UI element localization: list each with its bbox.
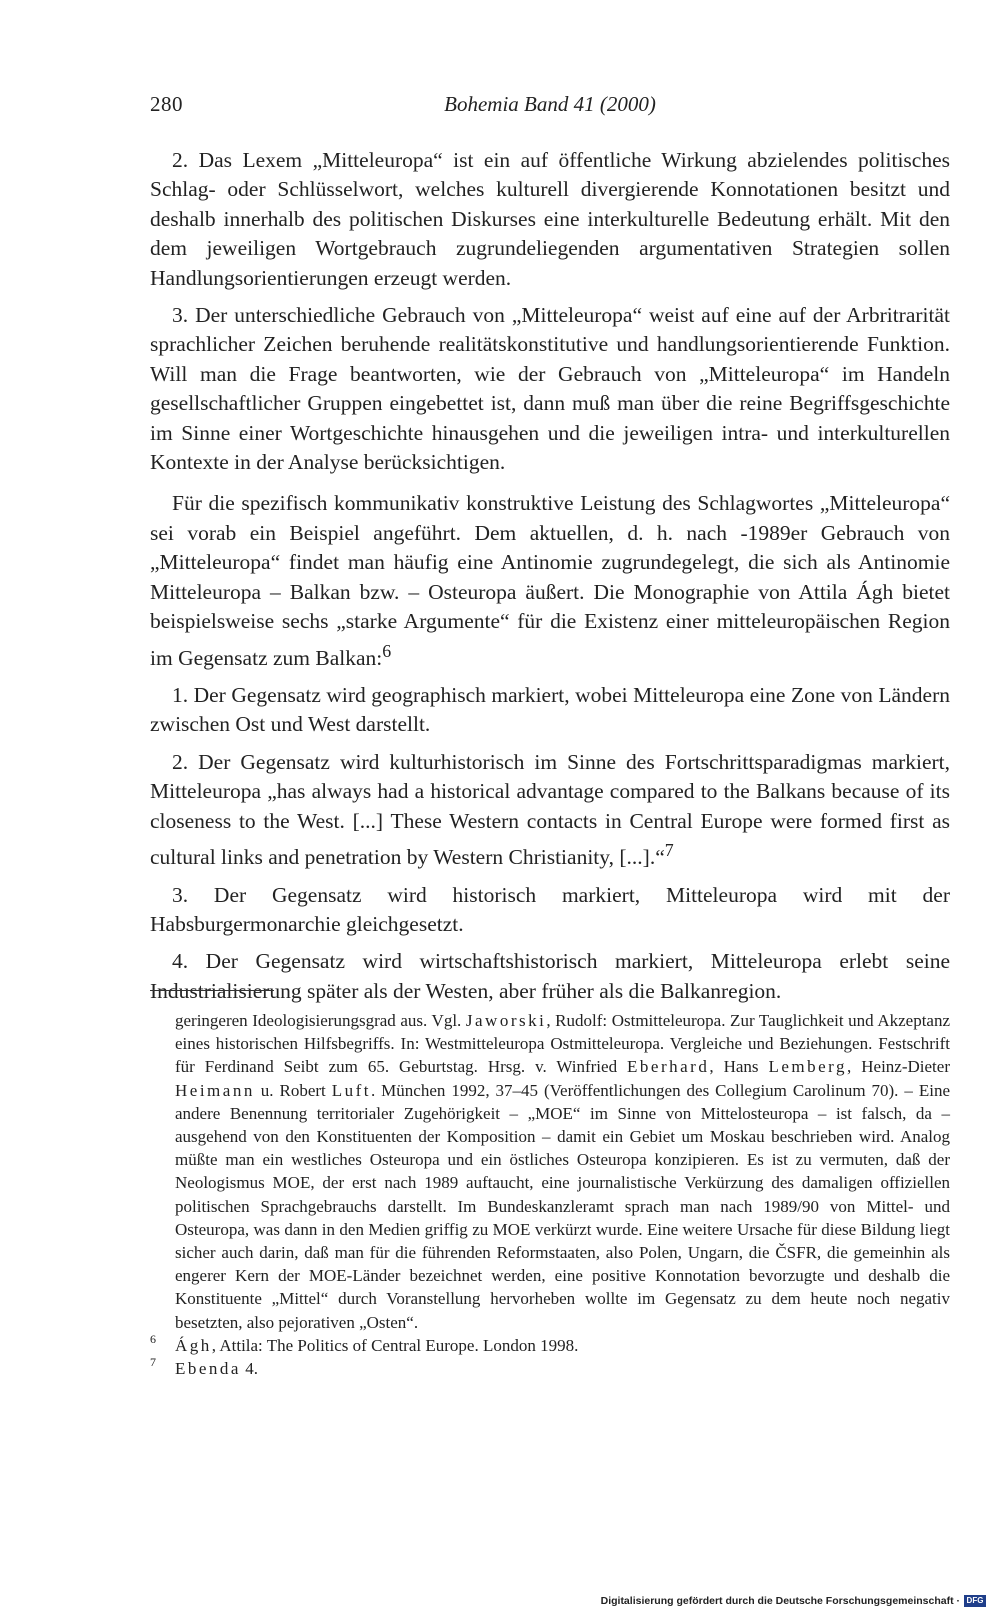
- paragraph: Für die spezifisch kommunikativ konstruktive Leistung des Schlagwortes „Mitteleuropa“ sei vorab ein Beispiel angeführt. Dem aktuellen, d. h. nach -1989er Gebrauch von „Mitteleuropa“ findet man häufig eine Antinomie zugrundegelegt, die sich als Antinomie Mitteleuropa – Balkan bzw. – Osteuropa äußert. Die Monographie von Attila Ágh bietet beispielsweise sechs „starke Argumente“ für die Existenz einer mitteleuropäischen Region im Gegensatz zum Balkan:$^6$: [150, 491, 950, 670]
- author-name: Luft: [331, 1080, 371, 1100]
- author-name: Eberhard: [627, 1057, 710, 1077]
- paragraph: 3. Der unterschiedliche Gebrauch von „Mitteleuropa“ weist auf eine auf der Arbritrarität sprachlicher Zeichen beruhende realitätskonstitutive und handlungsorientierende Funktion. Will man die Frage beantworten, wie der Gebrauch von „Mitteleuropa“ im Handeln gesellschaftlicher Gruppen eingebettet ist, dann muß man über die reine Begriffsgeschichte im Sinne einer Wortgeschichte hinausgehen und die jeweiligen intra- und interkulturellen Kontexte in der Analyse berücksichtigen.: [150, 303, 950, 475]
- footnote-continuation: geringeren Ideologisierungsgrad aus. Vgl. Jaworski, Rudolf: Ostmitteleuropa. Zur Tauglichkeit und Akzeptanz eines historischen Hilfsbegriffs. In: Westmitteleuropa Ostmitteleuropa. Vergleiche und Beziehungen. Festschrift für Ferdinand Seibt zum 65. Geburtstag. Hrsg. v. Winfried Eberhard, Hans Lemberg, Heinz-Dieter Heimann u. Robert Luft. München 1992, 37–45 (Veröffentlichungen des Collegium Carolinum 70). – Eine andere Benennung territorialer Zugehörigkeit – „MOE“ im Sinne von Mittelosteuropa – ist falsch, da – ausgehend von den Konstituenten der Komposition – damit ein Gebiet um Moskau beschrieben wird. Analog müßte man ein westliches Osteuropa und ein östliches Osteuropa konzipieren. Es ist zu vermuten, daß der Neologismus MOE, der erst nach 1989 auftaucht, eine journalistische Verkürzung des damaligen offiziellen politischen Sprachgebrauchs darstellt. Im Bundeskanzleramt sprach man nach 1989/90 von Mittel- und Osteuropa, was dann in den Medien griffig zu MOE verkürzt wurde. Eine weitere Ursache für diese Bildung liegt sicher auch darin, daß man für die führenden Reformstaaten, also Polen, Ungarn, die ČSFR, die gemeinhin als engerer Kern der MOE-Länder bezeichnet werden, eine positive Konnotation bevorzugte und deshalb die Konstituente „Mittel“ durch Voranstellung hervorheben wollte im Gegensatz zu dem heute noch negativ besetzten, also pejorativen „Osten“.: [175, 1011, 951, 1332]
- paragraph: 2. Das Lexem „Mitteleuropa“ ist ein auf öffentliche Wirkung abzielendes politisches Schlag- oder Schlüsselwort, welches kulturell divergierende Konnotationen besitzt und deshalb innerhalb des politischen Diskurses eine interkulturelle Bedeutung erhält. Mit den dem jeweiligen Wortgebrauch zugrundeliegenden argumentativen Strategien sollen Handlungsorientierungen erzeugt werden.: [150, 148, 950, 290]
- footnotes: [150, 1009, 951, 1380]
- page-number: 280: [150, 92, 183, 116]
- list-item: 3. Der Gegensatz wird historisch markiert, Mitteleuropa wird mit der Habsburgermonarchie gleichgesetzt.: [150, 882, 950, 937]
- page-header: [150, 92, 950, 128]
- footnote-ref[interactable]: 6: [382, 640, 392, 661]
- footnote-number: 7: [150, 1355, 156, 1370]
- footnote-divider: [150, 990, 274, 991]
- author-name: Heimann: [175, 1080, 255, 1100]
- list-item: 1. Der Gegensatz wird geographisch markiert, wobei Mitteleuropa eine Zone von Ländern zwischen Ost und West darstellt.: [150, 683, 950, 737]
- credit-text: Digitalisierung gefördert durch die Deutsche Forschungsgemeinschaft ·: [600, 1595, 960, 1607]
- list-item: 4. Der Gegensatz wird wirtschaftshistorisch markiert, Mitteleuropa erlebt seine Industrialisierung später als der Westen, aber früher als die Balkanregion.: [150, 949, 950, 1003]
- author-name: Jaworski: [465, 1011, 547, 1030]
- author-name: Ágh: [175, 1335, 212, 1355]
- list-item: 2. Der Gegensatz wird kulturhistorisch im Sinne des Fortschrittsparadigmas markiert, Mitteleuropa „has always had a historical advantage compared to the Balkans because of its closeness to the West. [...] These Western contacts in Central Europe were formed first as cultural links and penetration by Western Christianity, [...].“$^7$: [150, 749, 950, 870]
- footnote-6: 6 Ágh, Attila: The Politics of Central Europe. London 1998.: [175, 1334, 950, 1357]
- main-text: [150, 146, 950, 1014]
- footnote-number: 6: [150, 1331, 156, 1346]
- running-title: Bohemia Band 41 (2000): [444, 92, 656, 116]
- digitization-credit: [601, 1595, 986, 1607]
- footnote-7: 7 Ebenda 4.: [175, 1357, 950, 1380]
- author-name: Ebenda: [175, 1359, 241, 1379]
- author-name: Lemberg: [768, 1057, 848, 1077]
- footnote-ref[interactable]: 7: [664, 840, 674, 861]
- dfg-logo-icon: DFG: [964, 1595, 986, 1607]
